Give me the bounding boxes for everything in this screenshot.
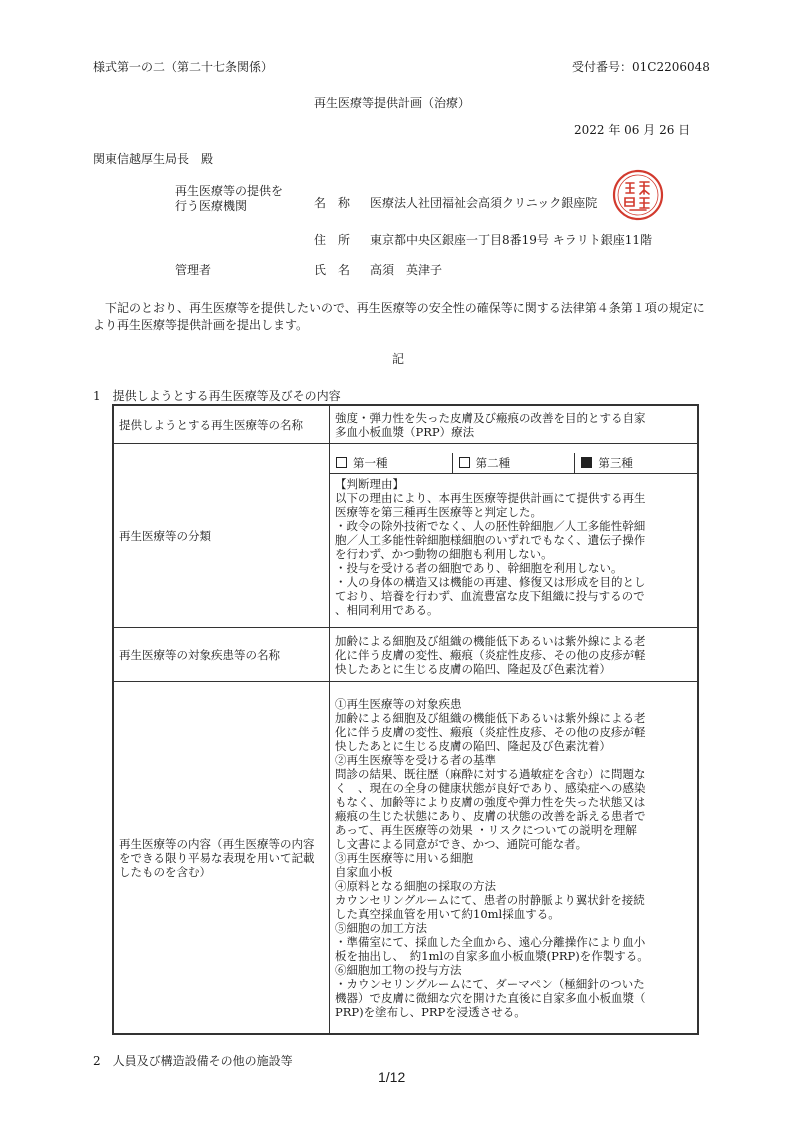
checkbox-icon[interactable] <box>459 457 470 468</box>
ki-heading: 記 <box>392 352 405 366</box>
table-row <box>114 682 698 1034</box>
checkbox-icon[interactable] <box>336 457 347 468</box>
cell-line: カウンセリングルームにて、患者の肘静脈より翼状針を接続 <box>335 892 645 907</box>
cell-line: ③再生医療等に用いる細胞 <box>335 850 473 865</box>
classification-cell <box>330 444 698 628</box>
page-number: 1/12 <box>378 1069 406 1085</box>
cell-line: 以下の理由により、本再生医療等提供計画にて提供する再生 <box>335 490 646 505</box>
cell-line: ⑤細胞の加工方法 <box>335 920 427 935</box>
class-option-1[interactable] <box>330 453 453 473</box>
cell-line: ・人の身体の構造又は機能の再建、修復又は形成を目的とし <box>335 574 646 589</box>
cell-line: ・政令の除外技術でなく、人の胚性幹細胞／人工多能性幹細 <box>335 518 646 533</box>
receipt-number: 受付番号：01C2206048 <box>572 60 710 74</box>
cell-line: ・投与を受ける者の細胞であり、幹細胞を利用しない。 <box>335 560 623 575</box>
cell-line: 加齢による細胞及び組織の機能低下あるいは紫外線による老 <box>335 710 646 725</box>
submission-date: 2022 年 06 月 26 日 <box>574 123 691 137</box>
cell-line: ②再生医療等を受ける者の基準 <box>335 752 496 767</box>
target-disease-cell <box>330 628 698 682</box>
cell-line: し文書による同意ができ、かつ、通院可能な者。 <box>335 836 588 851</box>
address-label: 住 所 <box>314 233 351 247</box>
cell-line: 快したあとに生じる皮膚の陥凹、隆起及び色素沈着） <box>335 738 611 753</box>
table-row <box>114 628 698 682</box>
row-label-target-disease: 再生医療等の対象疾患等の名称 <box>114 628 330 682</box>
cell-line: 化に伴う皮膚の変性、瘢痕（炎症性皮疹、その他の皮疹が軽 <box>335 724 646 739</box>
class-option-3[interactable] <box>575 453 697 473</box>
class-option-label: 第一種 <box>353 455 388 470</box>
cell-line: 快したあとに生じる皮膚の陥凹、隆起及び色素沈着） <box>335 661 611 676</box>
cell-line: ①再生医療等の対象疾患 <box>335 696 462 711</box>
class-option-label: 第三種 <box>598 455 633 470</box>
cell-line: 再生医療等の内容（再生医療等の内容 <box>119 836 315 851</box>
cell-line: 問診の結果、既往歴（麻酔に対する過敏症を含む）に問題な <box>335 766 646 781</box>
table-row <box>114 406 698 444</box>
person-name-label: 氏 名 <box>314 263 351 277</box>
class-option-2[interactable] <box>453 453 576 473</box>
cell-line: 、相同利用である。 <box>335 602 439 617</box>
document-title: 再生医療等提供計画（治療） <box>314 96 471 110</box>
cell-line: 加齢による細胞及び組織の機能低下あるいは紫外線による老 <box>335 633 646 648</box>
cell-line: を行わず、かつ動物の細胞も利用しない。 <box>335 546 553 561</box>
cell-line: ・準備室にて、採血した全血から、遠心分離操作により血小 <box>335 934 646 949</box>
cell-line: 医療等を第三種再生医療等と判定した。 <box>335 504 542 519</box>
cell-line: ⑥細胞加工物の投与方法 <box>335 962 462 977</box>
intro-paragraph: 下記のとおり、再生医療等を提供したいので、再生医療等の安全性の確保等に関する法律第４条第１項の規定により再生医療等提供計画を提出します。 <box>93 301 705 332</box>
addressee: 関東信越厚生局長 殿 <box>93 152 214 166</box>
cell-line: 機器）で皮膚に微細な穴を開けた直後に自家多血小板血漿（ <box>335 990 646 1005</box>
cell-line: 強度・弾力性を失った皮膚及び瘢痕の改善を目的とする自家 <box>335 410 646 425</box>
cell-line: PRP)を塗布し、PRPを浸透させる。 <box>335 1004 526 1019</box>
cell-line: もなく、加齢等により皮膚の強度や弾力性を失った状態又は <box>335 794 646 809</box>
manager-name: 高須 英津子 <box>370 263 443 277</box>
cell-line: 化に伴う皮膚の変性、瘢痕（炎症性皮疹、その他の皮疹が軽 <box>335 647 646 662</box>
content-cell <box>330 682 698 1034</box>
institution-address: 東京都中央区銀座一丁目8番19号 キラリト銀座11階 <box>370 233 652 247</box>
section-1-title: 1 提供しようとする再生医療等及びその内容 <box>93 389 341 403</box>
section-2-title: 2 人員及び構造設備その他の施設等 <box>93 1054 293 1068</box>
cell-line: 瘢痕の生じた状態にあり、皮膚の状態の改善を訴える患者で <box>335 808 646 823</box>
checkbox-checked-icon[interactable] <box>581 457 592 468</box>
cell-line: ・カウンセリングルームにて、ダーマペン（極細針のついた <box>335 976 645 991</box>
institution-name: 医療法人社団福祉会高須クリニック銀座院 <box>370 196 598 210</box>
institution-label-line: 再生医療等の提供を <box>175 184 284 198</box>
row-label-therapy-name: 提供しようとする再生医療等の名称 <box>114 406 330 444</box>
cell-line: 【判断理由】 <box>335 476 404 491</box>
cell-line: く 、現在の全身の健康状態が良好であり、感染症への感染 <box>335 780 646 795</box>
institution-label <box>175 184 283 214</box>
official-seal-stamp <box>612 169 664 221</box>
row-label-classification: 再生医療等の分類 <box>114 444 330 628</box>
institution-label-line: 行う医療機関 <box>175 199 248 213</box>
cell-line: 板を抽出し、 約1mlの自家多血小板血漿(PRP)を作製する。 <box>335 948 649 963</box>
table-row <box>114 444 698 628</box>
classification-options <box>330 453 697 474</box>
cell-line: をできる限り平易な表現を用いて記載 <box>119 850 315 865</box>
name-label: 名 称 <box>314 196 351 210</box>
cell-line: した真空採血管を用いて約10ml採血する。 <box>335 906 560 921</box>
manager-label: 管理者 <box>175 263 212 277</box>
cell-line: 自家血小板 <box>335 864 393 879</box>
therapy-name-cell <box>330 406 698 444</box>
form-number: 様式第一の二（第二十七条関係） <box>93 60 274 74</box>
classification-reason <box>335 477 692 617</box>
class-option-label: 第二種 <box>475 455 511 470</box>
cell-line: 多血小板血漿（PRP）療法 <box>335 424 475 439</box>
cell-line: あって、再生医療等の効果 ・リスクについての説明を理解 <box>335 822 637 837</box>
cell-line: 胞／人工多能性幹細胞様細胞のいずれでもなく、遺伝子操作 <box>335 532 646 547</box>
regenerative-medicine-table <box>112 404 699 1035</box>
cell-line: ており、培養を行わず、血流豊富な皮下組織に投与するので <box>335 588 645 603</box>
row-label-content <box>114 682 330 1034</box>
cell-line: したものを含む） <box>119 864 211 879</box>
cell-line: ④原料となる細胞の採取の方法 <box>335 878 496 893</box>
